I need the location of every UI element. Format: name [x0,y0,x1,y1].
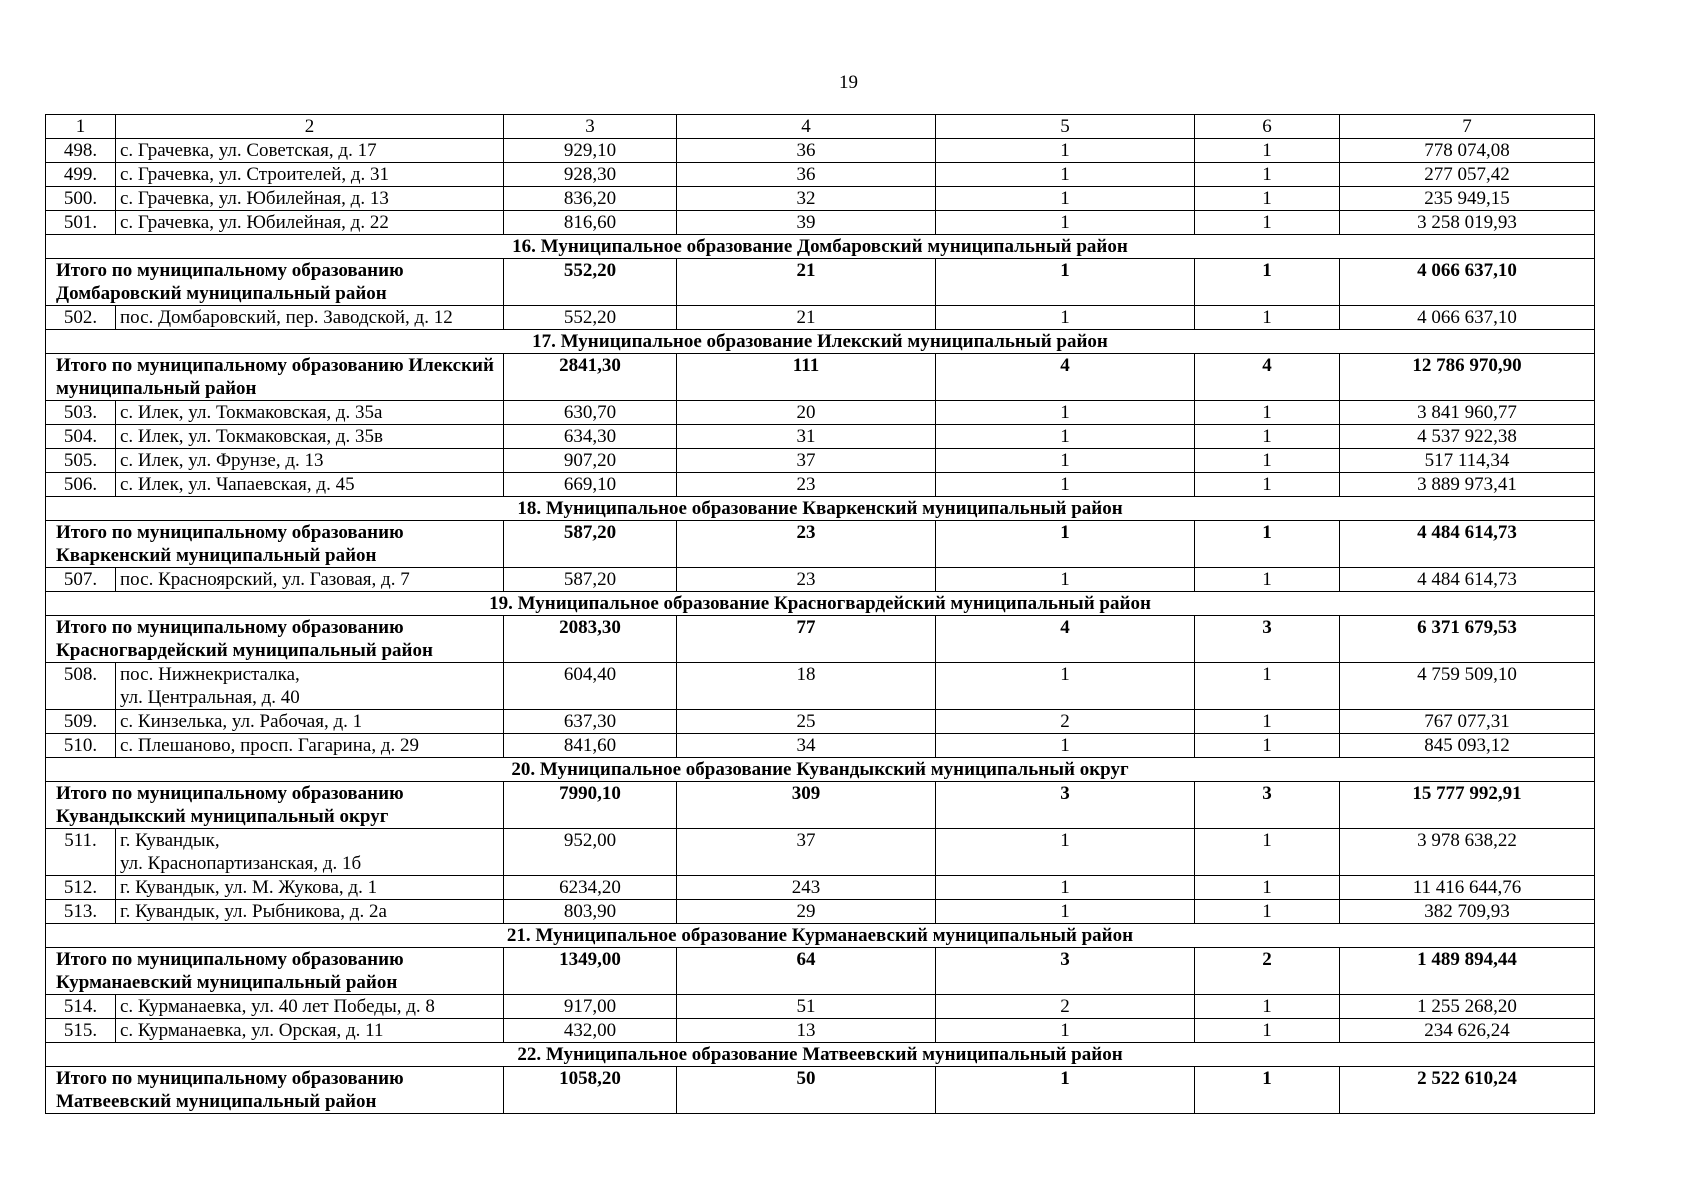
area-value: 634,30 [504,425,677,449]
table-row [46,710,1595,734]
address-cell: с. Илек, ул. Токмаковская, д. 35а [116,401,504,425]
column-header: 1 [46,115,116,139]
row-number: 508. [46,663,116,710]
column-header: 6 [1195,115,1340,139]
area-value: 604,40 [504,663,677,710]
section-heading: 16. Муниципальное образование Домбаровский муниципальный район [46,235,1595,259]
buildings-value: 1 [936,1019,1195,1043]
count-value: 1 [1195,425,1340,449]
address-cell: с. Илек, ул. Токмаковская, д. 35в [116,425,504,449]
buildings-value: 1 [936,829,1195,876]
housing-table [45,114,1595,1114]
area-value: 669,10 [504,473,677,497]
section-heading: 21. Муниципальное образование Курманаевский муниципальный район [46,924,1595,948]
count-value: 1 [1195,568,1340,592]
cost-value: 4 759 509,10 [1340,663,1595,710]
row-number: 504. [46,425,116,449]
residents-value: 39 [677,211,936,235]
area-value: 587,20 [504,521,677,568]
row-number: 507. [46,568,116,592]
row-number: 503. [46,401,116,425]
subtotal-row [46,354,1595,401]
address-cell: с. Грачевка, ул. Строителей, д. 31 [116,163,504,187]
count-value: 4 [1195,354,1340,401]
cost-value: 382 709,93 [1340,900,1595,924]
buildings-value: 1 [936,211,1195,235]
area-value: 836,20 [504,187,677,211]
cost-value: 6 371 679,53 [1340,616,1595,663]
row-number: 511. [46,829,116,876]
area-value: 552,20 [504,306,677,330]
buildings-value: 1 [936,163,1195,187]
buildings-value: 1 [936,900,1195,924]
area-value: 928,30 [504,163,677,187]
table-body [46,115,1595,1114]
address-cell: с. Илек, ул. Фрунзе, д. 13 [116,449,504,473]
subtotal-label: Итого по муниципальному образованию Кваркенский муниципальный район [46,521,504,568]
residents-value: 25 [677,710,936,734]
address-cell: с. Курманаевка, ул. 40 лет Победы, д. 8 [116,995,504,1019]
cost-value: 4 484 614,73 [1340,568,1595,592]
count-value: 1 [1195,876,1340,900]
column-header: 5 [936,115,1195,139]
table-row [46,401,1595,425]
count-value: 1 [1195,211,1340,235]
table-row [46,187,1595,211]
cost-value: 11 416 644,76 [1340,876,1595,900]
count-value: 1 [1195,449,1340,473]
address-cell: с. Грачевка, ул. Советская, д. 17 [116,139,504,163]
row-number: 509. [46,710,116,734]
column-header: 3 [504,115,677,139]
residents-value: 64 [677,948,936,995]
row-number: 515. [46,1019,116,1043]
column-header-row [46,115,1595,139]
address-cell: с. Илек, ул. Чапаевская, д. 45 [116,473,504,497]
residents-value: 23 [677,473,936,497]
area-value: 587,20 [504,568,677,592]
residents-value: 23 [677,568,936,592]
table-row [46,473,1595,497]
section-heading-row [46,497,1595,521]
section-heading: 22. Муниципальное образование Матвеевский муниципальный район [46,1043,1595,1067]
column-header: 2 [116,115,504,139]
residents-value: 50 [677,1067,936,1114]
buildings-value: 3 [936,948,1195,995]
subtotal-label: Итого по муниципальному образованию Кувандыкский муниципальный округ [46,782,504,829]
address-cell: с. Грачевка, ул. Юбилейная, д. 13 [116,187,504,211]
count-value: 1 [1195,521,1340,568]
table-row [46,995,1595,1019]
buildings-value: 1 [936,187,1195,211]
residents-value: 309 [677,782,936,829]
count-value: 1 [1195,1067,1340,1114]
buildings-value: 2 [936,710,1195,734]
buildings-value: 1 [936,568,1195,592]
count-value: 1 [1195,829,1340,876]
row-number: 506. [46,473,116,497]
table-row [46,1019,1595,1043]
residents-value: 37 [677,829,936,876]
residents-value: 13 [677,1019,936,1043]
count-value: 1 [1195,473,1340,497]
subtotal-row [46,521,1595,568]
row-number: 514. [46,995,116,1019]
buildings-value: 1 [936,521,1195,568]
subtotal-row [46,1067,1595,1114]
cost-value: 4 537 922,38 [1340,425,1595,449]
section-heading-row [46,235,1595,259]
area-value: 816,60 [504,211,677,235]
row-number: 513. [46,900,116,924]
subtotal-row [46,948,1595,995]
buildings-value: 2 [936,995,1195,1019]
residents-value: 243 [677,876,936,900]
address-cell [116,663,504,710]
count-value: 3 [1195,782,1340,829]
area-value: 952,00 [504,829,677,876]
address-line: ул. Центральная, д. 40 [120,687,300,708]
residents-value: 34 [677,734,936,758]
cost-value: 277 057,42 [1340,163,1595,187]
address-cell: с. Кинзелька, ул. Рабочая, д. 1 [116,710,504,734]
cost-value: 12 786 970,90 [1340,354,1595,401]
section-heading: 20. Муниципальное образование Кувандыкский муниципальный округ [46,758,1595,782]
count-value: 1 [1195,259,1340,306]
count-value: 1 [1195,710,1340,734]
count-value: 1 [1195,663,1340,710]
cost-value: 235 949,15 [1340,187,1595,211]
residents-value: 36 [677,139,936,163]
address-line: пос. Нижнекристалка, [120,664,300,685]
row-number: 502. [46,306,116,330]
cost-value: 3 258 019,93 [1340,211,1595,235]
subtotal-row [46,616,1595,663]
area-value: 630,70 [504,401,677,425]
page-number: 19 [839,72,858,93]
count-value: 3 [1195,616,1340,663]
buildings-value: 1 [936,139,1195,163]
buildings-value: 1 [936,401,1195,425]
address-cell: пос. Домбаровский, пер. Заводской, д. 12 [116,306,504,330]
table-row [46,900,1595,924]
table-row [46,876,1595,900]
section-heading: 17. Муниципальное образование Илекский муниципальный район [46,330,1595,354]
cost-value: 234 626,24 [1340,1019,1595,1043]
area-value: 917,00 [504,995,677,1019]
buildings-value: 1 [936,1067,1195,1114]
section-heading-row [46,330,1595,354]
cost-value: 845 093,12 [1340,734,1595,758]
area-value: 552,20 [504,259,677,306]
residents-value: 77 [677,616,936,663]
subtotal-label: Итого по муниципальному образованию Матвеевский муниципальный район [46,1067,504,1114]
area-value: 803,90 [504,900,677,924]
table-row [46,663,1595,710]
residents-value: 21 [677,306,936,330]
count-value: 1 [1195,163,1340,187]
subtotal-label: Итого по муниципальному образованию Красногвардейский муниципальный район [46,616,504,663]
buildings-value: 1 [936,876,1195,900]
address-cell: пос. Красноярский, ул. Газовая, д. 7 [116,568,504,592]
residents-value: 29 [677,900,936,924]
section-heading: 19. Муниципальное образование Красногвардейский муниципальный район [46,592,1595,616]
table-row [46,425,1595,449]
table-row [46,139,1595,163]
cost-value: 15 777 992,91 [1340,782,1595,829]
count-value: 2 [1195,948,1340,995]
column-header: 4 [677,115,936,139]
residents-value: 18 [677,663,936,710]
count-value: 1 [1195,139,1340,163]
subtotal-row [46,782,1595,829]
cost-value: 517 114,34 [1340,449,1595,473]
residents-value: 20 [677,401,936,425]
table-row [46,449,1595,473]
area-value: 2083,30 [504,616,677,663]
table-row [46,306,1595,330]
row-number: 501. [46,211,116,235]
table-row [46,734,1595,758]
cost-value: 3 889 973,41 [1340,473,1595,497]
address-line: г. Кувандык, [120,830,220,851]
cost-value: 2 522 610,24 [1340,1067,1595,1114]
address-line: ул. Краснопартизанская, д. 1б [120,853,362,874]
residents-value: 36 [677,163,936,187]
section-heading-row [46,924,1595,948]
subtotal-row [46,259,1595,306]
row-number: 512. [46,876,116,900]
cost-value: 1 489 894,44 [1340,948,1595,995]
area-value: 637,30 [504,710,677,734]
area-value: 7990,10 [504,782,677,829]
buildings-value: 1 [936,306,1195,330]
section-heading: 18. Муниципальное образование Кваркенский муниципальный район [46,497,1595,521]
residents-value: 111 [677,354,936,401]
residents-value: 51 [677,995,936,1019]
count-value: 1 [1195,401,1340,425]
address-cell: г. Кувандык, ул. М. Жукова, д. 1 [116,876,504,900]
buildings-value: 4 [936,616,1195,663]
subtotal-label: Итого по муниципальному образованию Курманаевский муниципальный район [46,948,504,995]
buildings-value: 4 [936,354,1195,401]
row-number: 498. [46,139,116,163]
residents-value: 32 [677,187,936,211]
cost-value: 767 077,31 [1340,710,1595,734]
area-value: 2841,30 [504,354,677,401]
section-heading-row [46,758,1595,782]
cost-value: 4 484 614,73 [1340,521,1595,568]
area-value: 841,60 [504,734,677,758]
buildings-value: 1 [936,259,1195,306]
buildings-value: 1 [936,473,1195,497]
residents-value: 23 [677,521,936,568]
residents-value: 37 [677,449,936,473]
area-value: 1058,20 [504,1067,677,1114]
count-value: 1 [1195,995,1340,1019]
table-row [46,211,1595,235]
count-value: 1 [1195,306,1340,330]
count-value: 1 [1195,734,1340,758]
column-header: 7 [1340,115,1595,139]
subtotal-label: Итого по муниципальному образованию Домбаровский муниципальный район [46,259,504,306]
cost-value: 3 978 638,22 [1340,829,1595,876]
cost-value: 4 066 637,10 [1340,259,1595,306]
residents-value: 21 [677,259,936,306]
address-cell: г. Кувандык, ул. Рыбникова, д. 2а [116,900,504,924]
table-row [46,163,1595,187]
cost-value: 3 841 960,77 [1340,401,1595,425]
buildings-value: 3 [936,782,1195,829]
table-row [46,568,1595,592]
address-cell: с. Курманаевка, ул. Орская, д. 11 [116,1019,504,1043]
area-value: 907,20 [504,449,677,473]
residents-value: 31 [677,425,936,449]
area-value: 6234,20 [504,876,677,900]
address-cell [116,829,504,876]
cost-value: 1 255 268,20 [1340,995,1595,1019]
table-row [46,829,1595,876]
row-number: 505. [46,449,116,473]
cost-value: 778 074,08 [1340,139,1595,163]
buildings-value: 1 [936,449,1195,473]
row-number: 499. [46,163,116,187]
buildings-value: 1 [936,425,1195,449]
address-cell: с. Грачевка, ул. Юбилейная, д. 22 [116,211,504,235]
area-value: 929,10 [504,139,677,163]
subtotal-label: Итого по муниципальному образованию Илекский муниципальный район [46,354,504,401]
buildings-value: 1 [936,734,1195,758]
row-number: 510. [46,734,116,758]
section-heading-row [46,1043,1595,1067]
address-cell: с. Плешаново, просп. Гагарина, д. 29 [116,734,504,758]
count-value: 1 [1195,187,1340,211]
section-heading-row [46,592,1595,616]
count-value: 1 [1195,1019,1340,1043]
buildings-value: 1 [936,663,1195,710]
cost-value: 4 066 637,10 [1340,306,1595,330]
area-value: 1349,00 [504,948,677,995]
count-value: 1 [1195,900,1340,924]
area-value: 432,00 [504,1019,677,1043]
row-number: 500. [46,187,116,211]
